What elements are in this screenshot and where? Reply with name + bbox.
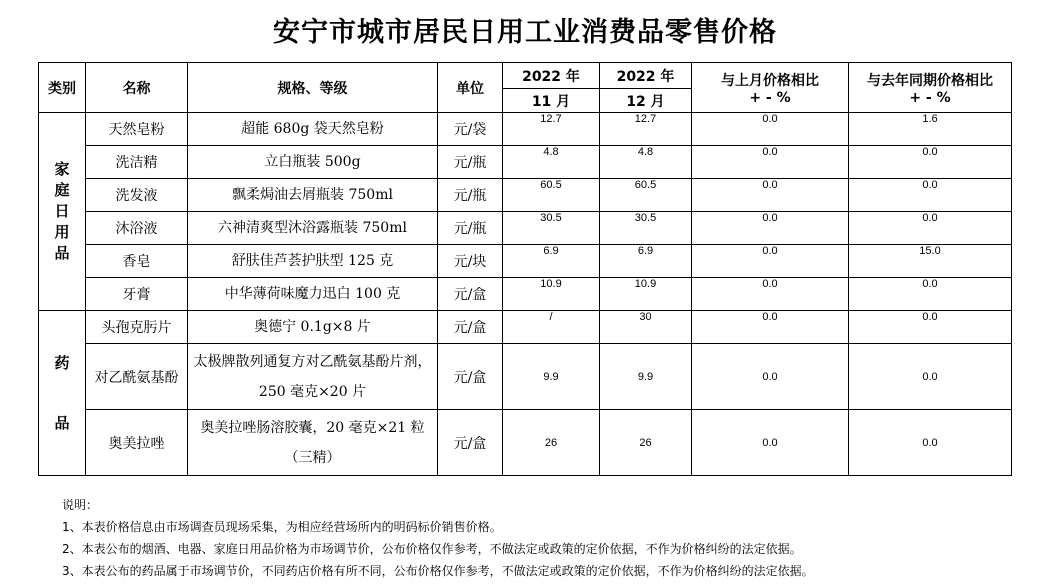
price-nov: 12.7: [503, 113, 600, 146]
change-mom: 0.0: [692, 113, 849, 146]
change-mom: 0.0: [692, 212, 849, 245]
table-row: [39, 179, 1012, 212]
price-nov: 9.9: [503, 344, 600, 410]
change-mom: 0.0: [692, 146, 849, 179]
item-spec: 六神清爽型沐浴露瓶装 750ml: [188, 212, 438, 245]
header-month-1: 11 月: [503, 89, 600, 113]
page-title: 安宁市城市居民日用工业消费品零售价格: [273, 17, 777, 48]
item-unit: 元/块: [438, 245, 503, 278]
item-spec: 中华薄荷味魔力迅白 100 克: [188, 278, 438, 311]
price-nov: 10.9: [503, 278, 600, 311]
change-yoy: 15.0: [849, 245, 1012, 278]
price-dec: 26: [600, 410, 692, 476]
change-yoy: 0.0: [849, 212, 1012, 245]
category-household: [39, 113, 86, 311]
change-yoy: 0.0: [849, 179, 1012, 212]
price-dec: 4.8: [600, 146, 692, 179]
item-spec: 奥德宁 0.1g×8 片: [188, 311, 438, 344]
header-yoy: [849, 63, 1012, 113]
item-name: 天然皂粉: [86, 113, 188, 146]
category-medicine: [39, 311, 86, 476]
table-row: [39, 278, 1012, 311]
item-spec: 飘柔焗油去屑瓶装 750ml: [188, 179, 438, 212]
header-mom-title: 与上月价格相比: [721, 72, 819, 89]
item-name: 奥美拉唑: [86, 410, 188, 476]
notes-section: [62, 494, 814, 582]
item-name: 沐浴液: [86, 212, 188, 245]
price-dec: 60.5: [600, 179, 692, 212]
notes-label: 说明：: [62, 498, 99, 512]
price-nov: 60.5: [503, 179, 600, 212]
price-table: [38, 62, 1012, 476]
header-row: [39, 63, 1012, 89]
table-row: [39, 212, 1012, 245]
note-line: 1、本表价格信息由市场调查员现场采集，为相应经营场所内的明码标价销售价格。: [62, 520, 502, 534]
price-dec: 30.5: [600, 212, 692, 245]
item-name: 对乙酰氨基酚: [86, 344, 188, 410]
price-nov: 4.8: [503, 146, 600, 179]
change-mom: 0.0: [692, 311, 849, 344]
change-yoy: 0.0: [849, 311, 1012, 344]
table-row: [39, 344, 1012, 410]
header-spec: 规格、等级: [188, 63, 438, 113]
item-unit: 元/瓶: [438, 212, 503, 245]
price-dec: 6.9: [600, 245, 692, 278]
item-spec: 立白瓶装 500g: [188, 146, 438, 179]
header-yoy-title: 与去年同期价格相比: [867, 72, 993, 89]
item-unit: 元/盒: [438, 410, 503, 476]
price-nov: 6.9: [503, 245, 600, 278]
category-household-label: 家庭日用品: [54, 160, 70, 262]
change-mom: 0.0: [692, 344, 849, 410]
header-mom-sub: + - %: [749, 89, 791, 106]
item-spec: 太极牌散列通复方对乙酰氨基酚片剂，250 毫克×20 片: [188, 344, 438, 410]
item-unit: 元/盒: [438, 311, 503, 344]
header-yoy-sub: + - %: [909, 89, 951, 106]
header-year-2: 2022 年: [600, 63, 692, 89]
header-mom: [692, 63, 849, 113]
change-yoy: 1.6: [849, 113, 1012, 146]
change-mom: 0.0: [692, 179, 849, 212]
item-spec: 奥美拉唑肠溶胶囊，20 毫克×21 粒（三精）: [188, 410, 438, 476]
price-nov: 26: [503, 410, 600, 476]
table-row: [39, 245, 1012, 278]
change-yoy: 0.0: [849, 410, 1012, 476]
item-name: 牙膏: [86, 278, 188, 311]
item-unit: 元/瓶: [438, 146, 503, 179]
category-medicine-label: 药品: [54, 354, 70, 432]
item-spec: 超能 680g 袋天然皂粉: [188, 113, 438, 146]
item-name: 洗发液: [86, 179, 188, 212]
price-nov: /: [503, 311, 600, 344]
item-name: 洗洁精: [86, 146, 188, 179]
header-category: 类别: [39, 63, 86, 113]
item-name: 香皂: [86, 245, 188, 278]
change-mom: 0.0: [692, 410, 849, 476]
note-line: 2、本表公布的烟酒、电器、家庭日用品价格为市场调节价，公布价格仅作参考，不做法定或政策的定价依据，不作为价格纠纷的法定依据。: [62, 542, 802, 556]
item-unit: 元/盒: [438, 278, 503, 311]
item-name: 头孢克肟片: [86, 311, 188, 344]
header-name: 名称: [86, 63, 188, 113]
item-spec: 舒肤佳芦荟护肤型 125 克: [188, 245, 438, 278]
change-yoy: 0.0: [849, 278, 1012, 311]
price-dec: 12.7: [600, 113, 692, 146]
item-unit: 元/瓶: [438, 179, 503, 212]
price-dec: 10.9: [600, 278, 692, 311]
table-row: [39, 311, 1012, 344]
header-unit: 单位: [438, 63, 503, 113]
price-dec: 30: [600, 311, 692, 344]
item-unit: 元/袋: [438, 113, 503, 146]
header-month-2: 12 月: [600, 89, 692, 113]
price-dec: 9.9: [600, 344, 692, 410]
change-yoy: 0.0: [849, 146, 1012, 179]
item-unit: 元/盒: [438, 344, 503, 410]
table-row: [39, 146, 1012, 179]
price-nov: 30.5: [503, 212, 600, 245]
table-row: [39, 113, 1012, 146]
change-mom: 0.0: [692, 245, 849, 278]
table-row: [39, 410, 1012, 476]
note-line: 3、本表公布的药品属于市场调节价，不同药店价格有所不同，公布价格仅作参考，不做法定或政策的定价依据，不作为价格纠纷的法定依据。: [62, 564, 814, 578]
header-year-1: 2022 年: [503, 63, 600, 89]
change-mom: 0.0: [692, 278, 849, 311]
change-yoy: 0.0: [849, 344, 1012, 410]
